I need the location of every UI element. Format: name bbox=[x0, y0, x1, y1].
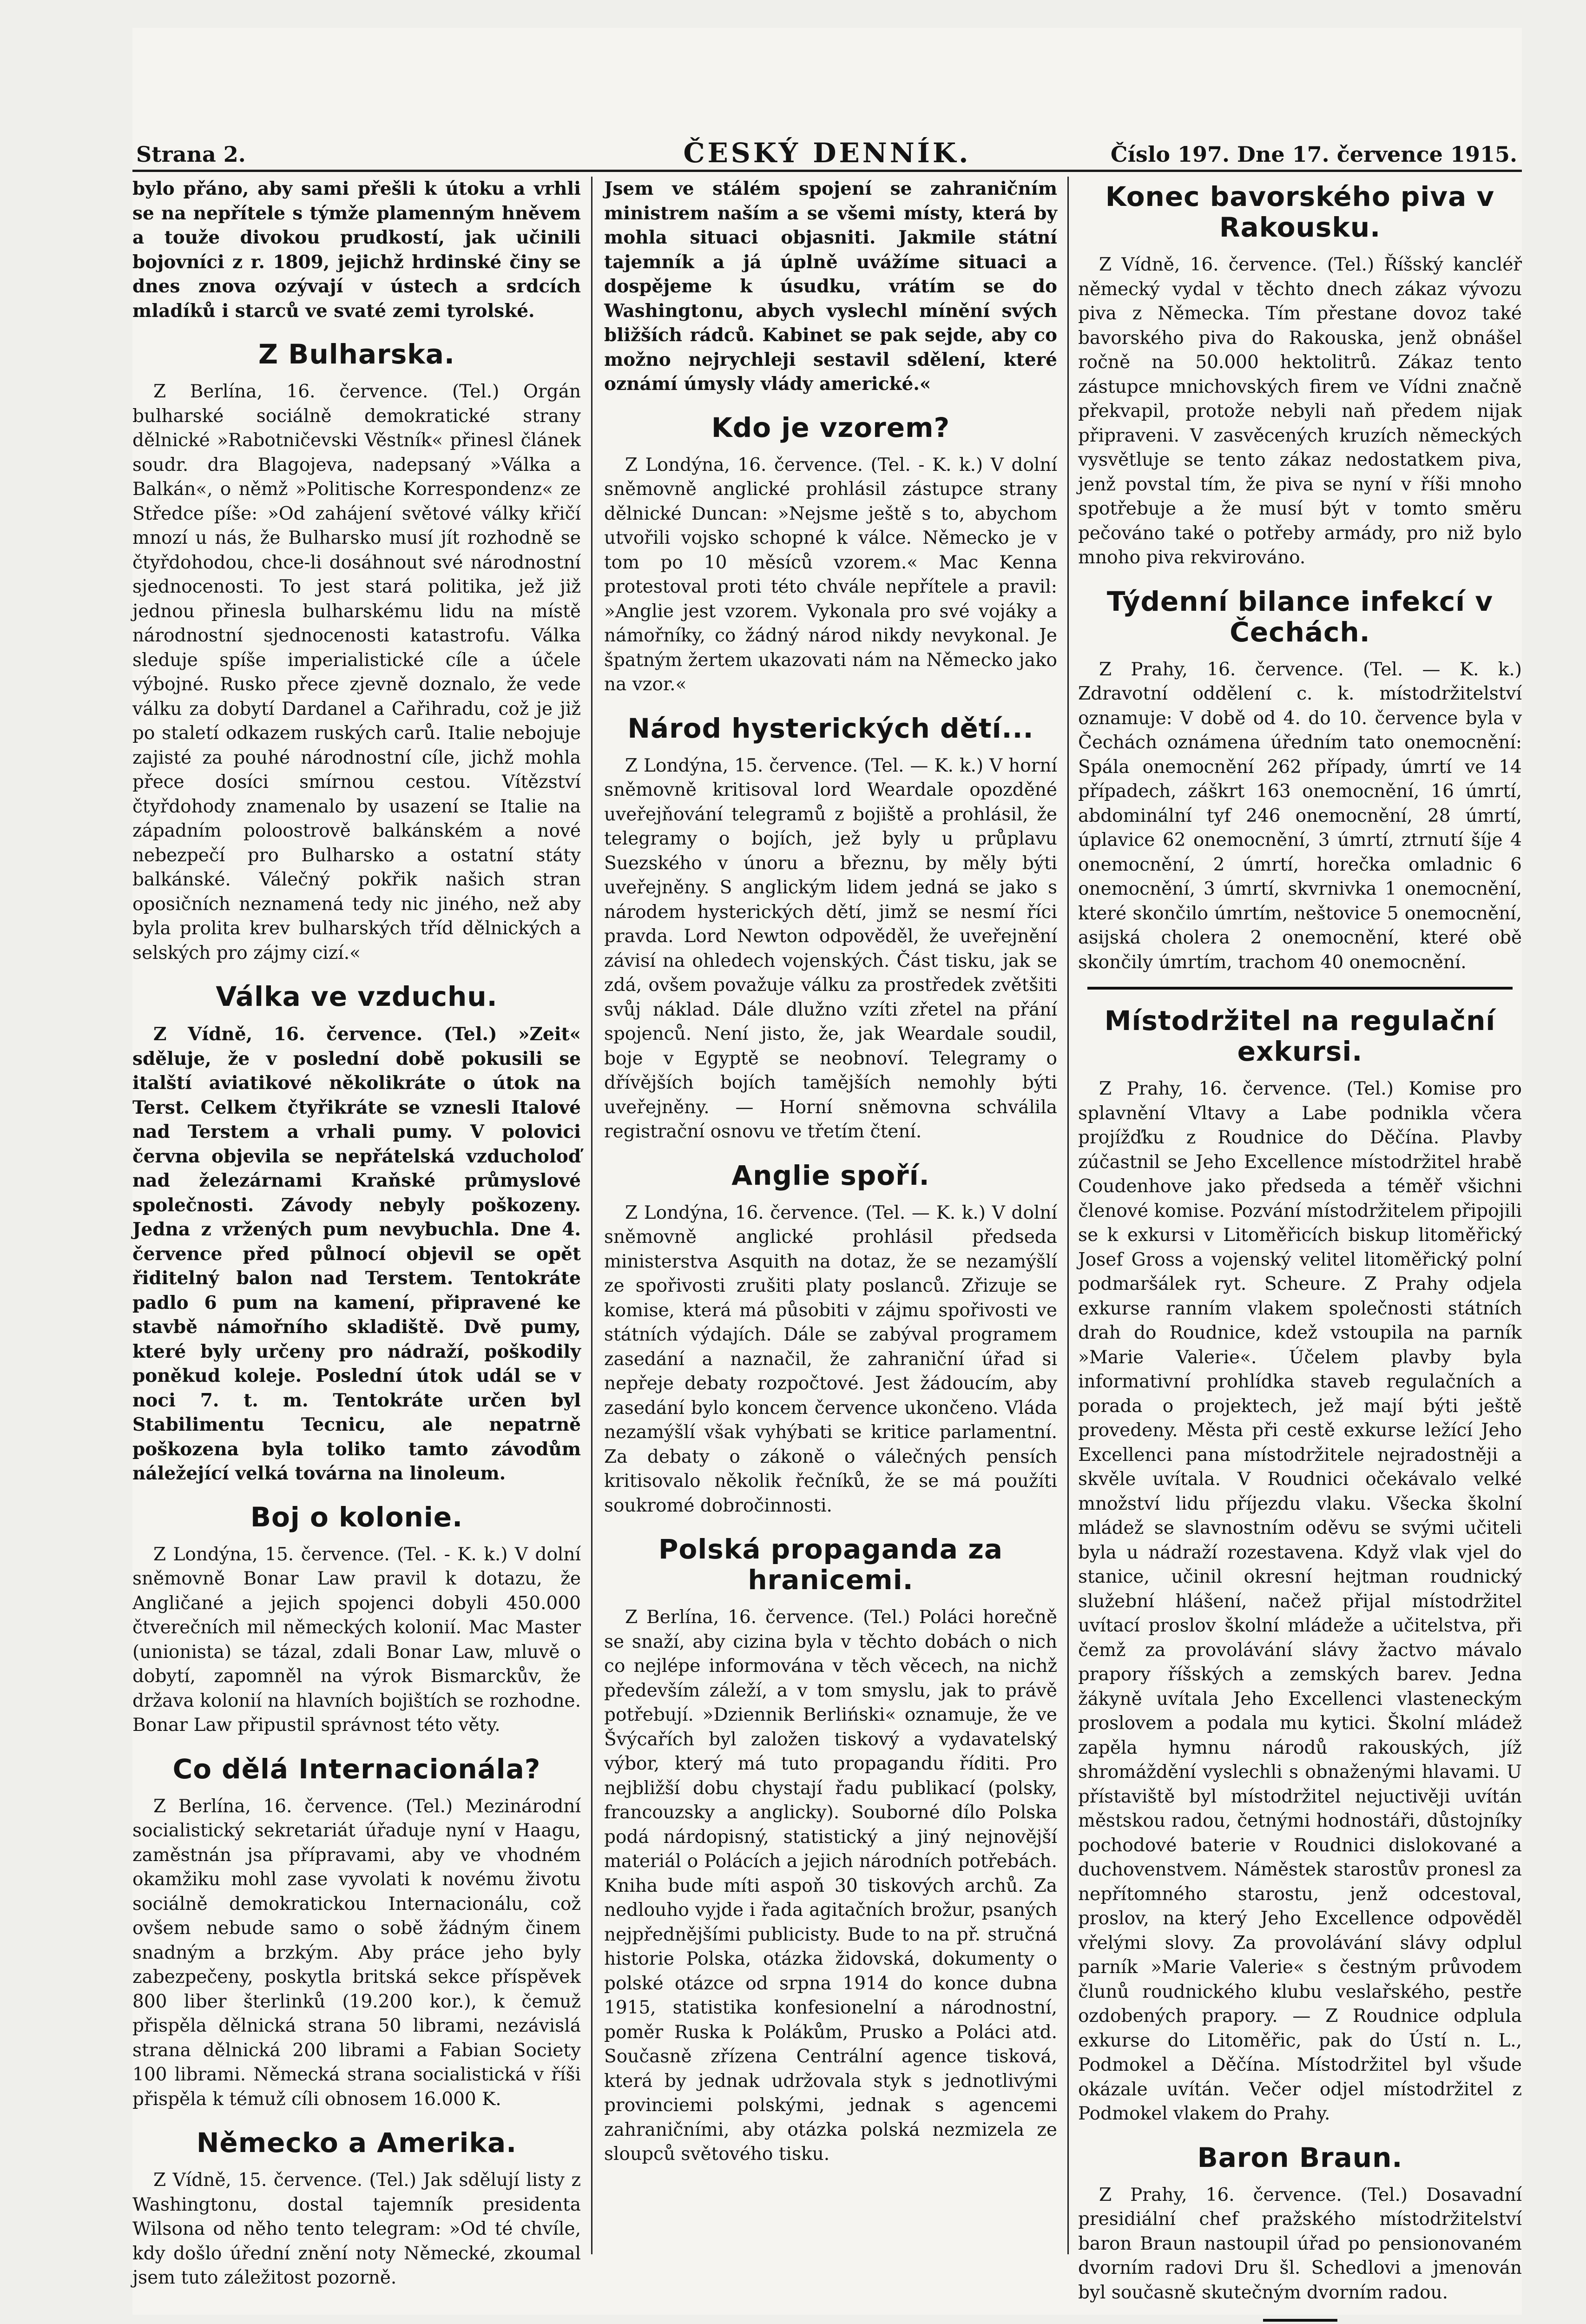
article-body: Z Londýna, 16. července. (Tel. — K. k.) V dolní sněmovně anglické prohlásil předseda ministerstva Asquith na dotaz, že se nezamýšlí ze spořivosti zrušiti platy poslanců. Zřizuje se komise, která má působiti v zájmu spořivosti ve státních výdajích. Dále se zabýval programem zasedání a naznačil, že zahraniční úřad si nepřeje debaty rozpočtové. Jest žádoucím, aby zasedání bylo koncem července ukončeno. Vláda nezamýšlí však vyhýbati se kritice parlamentní. Za debaty o zákoně o válečných pensích kritisovalo několik řečníků, že se má použíti soukromé dobročinnosti. bbox=[604, 1202, 1057, 1516]
article-body: Z Vídně, 16. července. (Tel.) Říšský kancléř německý vydal v těchto dnech zákaz vývozu piva z Německa. Tím přestane dovoz také bavorského piva do Rakouska, jenž obnášel ročně na 50.000 hektolitrů. Zákaz tento zástupce mnichovských firem ve Vídni značně překvapil, protože nebyli naň předem nijak připraveni. V zasvěcených kruzích německých vysvětluje se tento zákaz nedostatkem piva, jenž povstal tím, že piva se nyní v říši mnoho spotřebuje a že musí být v tomto směru pečováno také o potřeby armády, pro niž bylo mnoho piva rekvirováno. bbox=[1078, 254, 1522, 568]
continued-text: bylo přáno, aby sami přešli k útoku a vrhli se na nepřítele s týmže plamenným hněvem a touže divokou prudkostí, jak učinili bojovníci z r. 1809, jejichž hrdinské činy se dnes znova ozývají v ústech a srdcích mladíků i starců ve svaté zemi tyrolské. bbox=[132, 178, 581, 322]
section-divider bbox=[1087, 987, 1513, 990]
article-title: Místodržitel na regulační exkursi. bbox=[1104, 1005, 1496, 1067]
article-body: Z Berlína, 16. července. (Tel.) Poláci horečně se snaží, aby cizina byla v těchto dobách o nich co nejlépe informována v těch věcech, na nichž především záleží, a v tom smyslu, jak to právě potřebují. »Dziennik Berliński« oznamuje, že ve Švýcařích byl založen tiskový a vydavatelský výbor, který má tuto propagandu říditi. Pro nejbližší dobu chystají řadu publikací (polsky, francouzsky a anglicky). Souborné dílo Polska podá nárdopisný, statistický a jiný nejnovější materiál o Polácích a jejich národních potřebách. Kniha bude míti aspoň 30 tiskových archů. Za nedlouho vyjde i řada agitačních brožur, psaných nejpřednějšími publicisty. Bude to na př. stručná historie Polska, otázka židovská, dokumenty o polské otázce od srpna 1914 do konce dubna 1915, statistika konfesionelní a národnostní, poměr Ruska k Polákům, Prusko a Poláci atd. Současně zřízena Centrální agence tisková, která by jednak udržovala styk s jednotlivými provinciemi polskými, jednak s agencemi zahraničními, aby otázka polská nezmizela ze sloupců světového tisku. bbox=[604, 1607, 1057, 2165]
column-divider bbox=[591, 177, 592, 2254]
article-body: Z Prahy, 16. července. (Tel.) Dosavadní presidiální chef pražského místodržitelství baron Braun nastoupil úřad po pensionovaném dvorním radovi Dru šl. Schedlovi a jmenován byl současně skutečným dvorním radou. bbox=[1078, 2184, 1522, 2303]
article-body: Z Londýna, 15. července. (Tel. - K. k.) V dolní sněmovně Bonar Law pravil k dotazu, že Angličané a jejich spojenci dobyli 450.000 čtverečních mil německých kolonií. Mac Master (unionista) se tázal, zdali Bonar Law, mluvě o dobytí, zapomněl na výrok Bismarckův, že država kolonií na hlavních bojištích se rozhodne. Bonar Law připustil správnost této věty. bbox=[132, 1544, 581, 1736]
article-title: Boj o kolonie. bbox=[250, 1501, 463, 1533]
article-body: Z Berlína, 16. července. (Tel.) Mezinárodní socialistický sekretariát úřaduje nyní v Haagu, zaměstnán jsa přípravami, aby ve vhodném okamžiku mohl zase vyvolati k novému životu sociálně demokratickou Internacionálu, což ovšem nebude samo o sobě žádným činem snadným a brzkým. Aby práce jeho byly zabezpečeny, poskytla britská sekce příspěvek 800 liber šterlinků (19.200 kor.), k čemuž přispěla dělnická strana 50 librami, nezávislá strana dělnická 200 librami a Fabian Society 100 librami. Německá strana socialistická v říši přispěla k témuž cíli obnosem 16.000 K. bbox=[132, 1796, 581, 2110]
article-body: Z Vídně, 15. července. (Tel.) Jak sdělují listy z Washingtonu, dostal tajemník presidenta Wilsona od něho tento telegram: »Od té chvíle, kdy došlo úřední znění noty Německé, zkoumal jsem tuto záležitost pozorně. bbox=[132, 2170, 581, 2288]
column-3 bbox=[1078, 177, 1522, 2303]
article-title: Z Bulharska. bbox=[258, 338, 455, 370]
article-body: Z Vídně, 16. července. (Tel.) »Zeit« sděluje, že v poslední době pokusili se italští aviatikové několikráte o útok na Terst. Celkem čtyřikráte se vznesli Italové nad Terstem a vrhali pumy. V polovici června objevila se nepřátelská vzducholoď nad železárnami Kraňské průmyslové společnosti. Závody nebyly poškozeny. Jedna z vržených pum nevybuchla. Dne 4. července před půlnocí objevil se opět řiditelný balon nad Terstem. Tentokráte padlo 6 pum na kamení, připravené ke stavbě námořního skladiště. Dvě pumy, které byly určeny pro nádraží, poškodily poněkud koleje. Poslední útok udál se v noci 7. t. m. Tentokráte určen byl Stabilimentu Tecnicu, ale nepatrně poškozena byla toliko tamto závodům náležející velká továrna na linoleum. bbox=[132, 1023, 581, 1484]
article-title: Týdenní bilance infekcí v Čechách. bbox=[1106, 585, 1494, 648]
article-title: Národ hysterických dětí... bbox=[627, 712, 1034, 744]
article-body: Z Prahy, 16. července. (Tel. — K. k.) Zdravotní oddělení c. k. místodržitelství oznamuje: V době od 4. do 10. července byla v Čechách oznámena úředním tato onemocnění: Spála onemocnění 262 případy, úmrtí ve 14 případech, záškrt 163 onemocnění, 16 úmrtí, abdominální tyf 246 onemocnění, 28 úmrtí, úplavice 62 onemocnění, 3 úmrtí, ztrnutí šíje 4 onemocnění, 2 úmrtí, horečka omladnic 6 onemocnění, 3 úmrtí, skvrnivka 1 onemocnění, které skončilo úmrtím, neštovice 5 onemocnění, asijská cholera 2 onemocnění, které obě skončily úmrtím, trachom 40 onemocnění. bbox=[1078, 659, 1522, 973]
article-title: Válka ve vzduchu. bbox=[216, 981, 498, 1012]
column-1 bbox=[132, 177, 581, 2288]
newspaper-page bbox=[132, 28, 1522, 2315]
article-title: Konec bavorského piva v Rakousku. bbox=[1105, 181, 1495, 243]
article-body: Z Londýna, 15. července. (Tel. — K. k.) V horní sněmovně kritisoval lord Weardale opozděné uveřejňování telegramů z bojiště a prohlásil, že telegramy o bojích, jež byly u průplavu Suezského v únoru a březnu, by měly býti uveřejněny. S anglickým lidem jedná se jako s národem hysterických dětí, jimž se nesmí říci pravda. Lord Newton odpověděl, že uveřejnění závisí na ohledech vojenských. Část tisku, jak se zdá, ovšem považuje válku za prostředek zvětšiti svůj náklad. Dále dlužno vzíti zřetel na přání spojenců. Není jisto, že, jak Weardale soudil, boje v Egyptě se neobnoví. Telegramy o dřívějších bojích tamějších nemohly býti uveřejněny. — Horní sněmovna schválila registrační osnovu ve třetím čtení. bbox=[604, 755, 1057, 1142]
masthead-title: ČESKÝ DENNÍK. bbox=[683, 137, 971, 169]
article-body: Z Londýna, 16. července. (Tel. - K. k.) V dolní sněmovně anglické prohlásil zástupce strany dělnické Duncan: »Nejsme ještě s to, abychom utvořili vojsko schopné k válce. Německo je v tom po 10 měsíců vzorem.« Mac Kenna protestoval proti této chvále nepřítele a pravil: »Anglie jest vzorem. Vykonala pro své vojáky a námořníky, co žádný národ nikdy nevykonal. Je špatným žertem ukazovati nám na Německo jako na vzor.« bbox=[604, 454, 1057, 695]
column-2 bbox=[604, 177, 1057, 2278]
issue-date: Číslo 197. Dne 17. července 1915. bbox=[1110, 142, 1517, 167]
end-rule bbox=[1263, 2319, 1337, 2322]
page-number: Strana 2. bbox=[136, 142, 246, 167]
article-title: Anglie spoří. bbox=[731, 1159, 930, 1191]
article-title: Kdo je vzorem? bbox=[711, 411, 950, 443]
article-title: Co dělá Internacionála? bbox=[172, 1753, 541, 1785]
column-divider bbox=[1067, 177, 1069, 2254]
article-title: Německo a Amerika. bbox=[196, 2127, 517, 2159]
article-body: Z Prahy, 16. července. (Tel.) Komise pro splavnění Vltavy a Labe podnikla včera projížďku z Roudnice do Děčína. Plavby zúčastnil se Jeho Excellence místodržitel hrabě Coudenhove jako předseda a téměř všichni členové komise. Pozvání místodržitelem připojili se k exkursi v Litoměřicích biskup litoměřický Josef Gross a vojenský velitel litoměřický polní podmaršálek ryt. Scheure. Z Prahy odjela exkurse ranním vlakem společnosti státních drah do Roudnice, kdež vstoupila na parník »Marie Valerie«. Účelem plavby byla informativní prohlídka staveb regulačních a porada o projektech, jež mají býti ještě provedeny. Města při cestě exkurse ležící Jeho Excellenci pana místodržitele nejradostněji a skvěle uvítala. V Roudnici očekávalo velké množství lidu příjezdu vlaku. Všecka školní mládež se slavnostním oděvu se svými učiteli byla u nádraží rozestavena. Když vlak vjel do stanice, učinil okresní hejtman roudnický služební hlášení, načež přijal místodržitel uvítací proslov školní mládeže a učitelstva, při čemž za provolávání slávy žactvo mávalo prapory říšských a zemských barev. Jedna žákyně uvítala Jeho Excellenci vlasteneckým proslovem a podala mu kytici. Školní mládež zapěla hymnu národů rakouských, jíž shromáždění vyslechli s obnaženými hlavami. U přístaviště byl místodržitel nejuctivěji uvítán městskou radou, četnými hodnostáři, důstojníky pochodové baterie v Roudnici dislokované a duchovenstvem. Náměstek starostův pronesl za nepřítomného starostu, jenž odcestoval, proslov, na který Jeho Excellence odpověděl vřelými slovy. Za provolávání slávy odplul parník »Marie Valerie« s čestným průvodem člunů roudnického klubu veslařského, pestře ozdobených prapory. — Z Roudnice odplula exkurse do Litoměřic, pak do Ústí n. L., Podmokel a Děčína. Místodržitel byl všude okázale uvítán. Večer odjel místodržitel z Podmokel vlakem do Prahy. bbox=[1078, 1078, 1522, 2124]
page-header bbox=[132, 109, 1522, 172]
article-title: Baron Braun. bbox=[1197, 2141, 1403, 2173]
article-title: Polská propaganda za hranicemi. bbox=[658, 1533, 1003, 1596]
article-body: Z Berlína, 16. července. (Tel.) Orgán bulharské sociálně demokratické strany dělnické »Rabotničevski Věstník« přinesl článek soudr. dra Blagojeva, nadepsaný »Válka a Balkán«, o němž »Politische Korrespondenz« ze Středce píše: »Od zahájení světové války křičí mnozí u nás, že Bulharsko musí jít rozhodně se čtyřdohodou, chce-li dosáhnout své národnostní sjednocenosti. To jest stará politika, jež již jednou přinesla bulharskému lidu na místě národnostní sjednocenosti katastrofu. Válka sleduje spíše imperialistické cíle a účele výbojné. Rusko přece zjevně doznalo, že vede válku za dobytí Dardanel a Cařihradu, což je již po staletí odkazem ruských carů. Italie nebojuje zajisté za pouhé národnostní cíle, jichž mohla přece dosíci smírnou cestou. Vítězství čtyřdohody znamenalo by usazení se Italie na západním poloostrově balkánském a nové nebezpečí pro Bulharsko a ostatní státy balkánské. Válečný pokřik našich stran oposičních neznamená tedy nic jiného, než aby byla prolita krev bulharských tříd dělnických a selských pro zájmy cizí.« bbox=[132, 381, 581, 964]
continued-text: Jsem ve stálém spojení se zahraničním ministrem naším a se všemi místy, která by mohla situaci objasniti. Jakmile státní tajemník a já úplně uvážíme situaci a dospějeme k úsudku, vrátím se do Washingtonu, abych vyslechl mínění svých bližších rádců. Kabinet se pak sejde, aby co možno nejrychleji sestavil sdělení, které oznámí úmysly vlády americké.« bbox=[604, 178, 1057, 395]
